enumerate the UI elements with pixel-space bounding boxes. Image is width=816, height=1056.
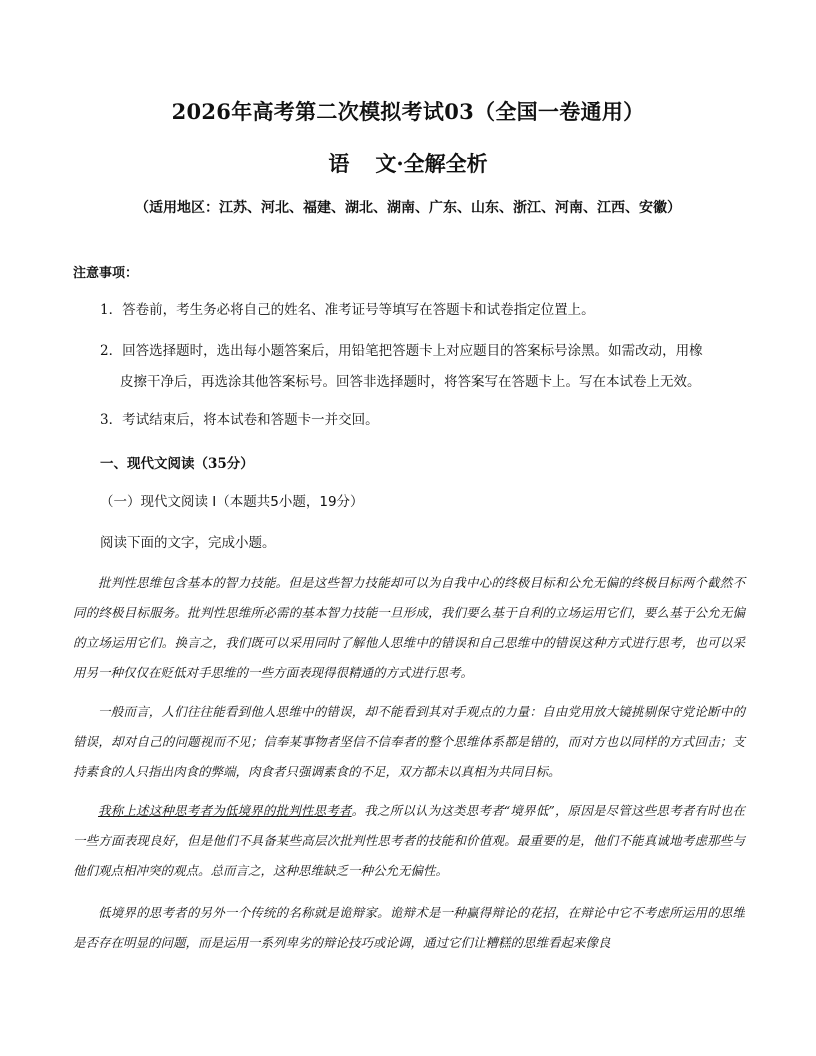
- notice-item-3-line1: 3．考试结束后，将本试卷和答题卡一并交回。: [100, 412, 379, 428]
- passage-paragraph-1: 批判性思维包含基本的智力技能。但是这些智力技能却可以为自我中心的终极目标和公允无偏的终极目标两个截然不同的终极目标服务。批判性思维所必需的基本智力技能一旦形成，我们要么基于自利的立场运用它们，要么基于公允无偏的立场运用它们。换言之，我们既可以采用同时了解他人思维中的错误和自己思维中的错误这种方式进行思考，也可以采用另一种仅仅在贬低对手思维的一些方面表现得很精通的方式进行思考。: [73, 575, 745, 680]
- notice-item-1-line1: 1．答卷前，考生务必将自己的姓名、准考证号等填写在答题卡和试卷指定位置上。: [100, 302, 595, 318]
- section-heading: 一、现代文阅读（35分）: [100, 456, 254, 472]
- notice-item-2: [100, 336, 750, 398]
- applicable-regions: （适用地区：江苏、河北、福建、湖北、湖南、广东、山东、浙江、河南、江西、安徽）: [135, 200, 681, 216]
- underlined-sentence: 我称上述这种思考者为低境界的批判性思考者: [98, 803, 352, 818]
- passage-paragraph-2: 一般而言，人们往往能看到他人思维中的错误，却不能看到其对手观点的力量：自由党用放大镜挑剔保守党论断中的错误，却对自己的问题视而不见；信奉某事物者坚信不信奉者的整个思维体系都是错的，而对方也以同样的方式回击；支持素食的人只指出肉食的弊端，肉食者只强调素食的不足，双方都未以真相为共同目标。: [73, 704, 745, 779]
- notice-item-2-line1: 2．回答选择题时，选出每小题答案后，用铅笔把答题卡上对应题目的答案标号涂黑。如需改动，用橡: [100, 343, 703, 359]
- subtitle-rest: ·全解全析: [396, 151, 488, 176]
- exam-title: 2026年高考第二次模拟考试03（全国一卷通用）: [171, 99, 645, 124]
- notice-item-2-line2: 皮擦干净后，再选涂其他答案标号。回答非选择题时，将答案写在答题卡上。写在本试卷上无效。: [120, 374, 701, 390]
- subject-char-1: 语: [328, 151, 350, 176]
- reading-instruction: 阅读下面的文字，完成小题。: [100, 535, 276, 551]
- passage-paragraph-3-rest: 。我之所以认为这类思考者“境界低”，原因是尽管这些思考者有时也在一些方面表现良好，但是他们不具备某些高层次批判性思考者的技能和价值观。最重要的是，他们不能真诚地考虑那些与他们观点相冲突的观点。总而言之，这种思维缺乏一种公允无偏性。: [73, 803, 745, 878]
- subject-char-2: 文: [375, 151, 397, 176]
- passage-paragraph-4: 低境界的思考者的另外一个传统的名称就是诡辩家。诡辩术是一种赢得辩论的花招，在辩论中它不考虑所运用的思维是否存在明显的问题，而是运用一系列卑劣的辩论技巧或论调，通过它们让糟糕的思维看起来像良: [73, 905, 745, 950]
- section-subheading: （一）现代文阅读 I（本题共5小题，19分）: [100, 494, 364, 510]
- notice-item-1: [100, 295, 750, 326]
- passage-paragraph-3: [73, 796, 745, 886]
- notice-heading: 注意事项：: [73, 266, 139, 281]
- notice-item-3: [100, 405, 750, 436]
- exam-subtitle: [0, 148, 816, 178]
